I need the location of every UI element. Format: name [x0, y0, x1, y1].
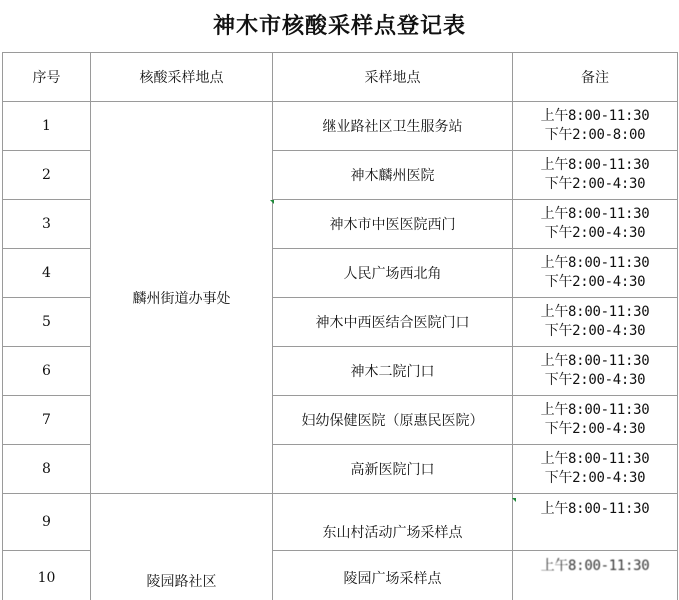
row-seq: 5: [3, 298, 91, 347]
row-note: [513, 298, 678, 347]
note-morning: 上午8:00-11:30: [540, 157, 650, 173]
sampling-points-table: [2, 52, 678, 600]
header-seq: 序号: [3, 53, 91, 102]
table-row: [3, 102, 678, 151]
row-seq: 10: [3, 551, 91, 600]
row-point: 高新医院门口: [273, 445, 513, 494]
row-point: 神木市中医医院西门: [273, 200, 513, 249]
row-note: [513, 102, 678, 151]
row-note: [513, 396, 678, 445]
row-note: [513, 151, 678, 200]
row-note: [513, 551, 678, 600]
note-morning: 上午8:00-11:30: [540, 255, 650, 271]
note-afternoon: 下午2:00-4:30: [544, 274, 646, 290]
row-note: [513, 200, 678, 249]
row-point: 妇幼保健医院（原惠民医院）: [273, 396, 513, 445]
cell-corner-mark: [512, 498, 516, 502]
table-row: [3, 494, 678, 551]
row-seq: 7: [3, 396, 91, 445]
page-title: 神木市核酸采样点登记表: [212, 13, 466, 39]
note-afternoon: 下午2:00-4:30: [544, 372, 646, 388]
row-point: 神木二院门口: [273, 347, 513, 396]
row-point: 人民广场西北角: [273, 249, 513, 298]
note-morning: 上午8:00-11:30: [540, 451, 650, 467]
note-morning: 上午8:00-11:30: [540, 558, 650, 574]
row-note: [513, 347, 678, 396]
cell-corner-mark: [270, 200, 274, 204]
note-afternoon: 下午2:00-4:30: [544, 470, 646, 486]
note-afternoon: 下午2:00-4:30: [544, 323, 646, 339]
row-point: 陵园广场采样点: [273, 551, 513, 600]
row-note: [513, 494, 678, 551]
row-point: 东山村活动广场采样点: [273, 494, 513, 551]
row-note: [513, 249, 678, 298]
group-site-cell: 麟州街道办事处: [91, 102, 273, 494]
row-seq: 8: [3, 445, 91, 494]
row-seq: 4: [3, 249, 91, 298]
row-seq: 3: [3, 200, 91, 249]
note-afternoon: 下午2:00-4:30: [544, 421, 646, 437]
header-point: 采样地点: [273, 53, 513, 102]
group-site-cell: 陵园路社区: [91, 494, 273, 600]
row-point: 神木麟州医院: [273, 151, 513, 200]
row-point: 继业路社区卫生服务站: [273, 102, 513, 151]
note-morning: 上午8:00-11:30: [540, 108, 650, 124]
header-note: 备注: [513, 53, 678, 102]
row-point: 神木中西医结合医院门口: [273, 298, 513, 347]
note-afternoon: 下午2:00-4:30: [544, 176, 646, 192]
note-morning: 上午8:00-11:30: [540, 501, 650, 517]
row-seq: 9: [3, 494, 91, 551]
note-afternoon: 下午2:00-8:00: [544, 127, 646, 143]
note-morning: 上午8:00-11:30: [540, 206, 650, 222]
row-seq: 1: [3, 102, 91, 151]
note-morning: 上午8:00-11:30: [540, 402, 650, 418]
row-note: [513, 445, 678, 494]
table-header-row: [3, 53, 678, 102]
note-afternoon: 下午2:00-4:30: [544, 225, 646, 241]
note-morning: 上午8:00-11:30: [540, 304, 650, 320]
header-site: 核酸采样地点: [91, 53, 273, 102]
row-seq: 6: [3, 347, 91, 396]
note-morning: 上午8:00-11:30: [540, 353, 650, 369]
row-seq: 2: [3, 151, 91, 200]
